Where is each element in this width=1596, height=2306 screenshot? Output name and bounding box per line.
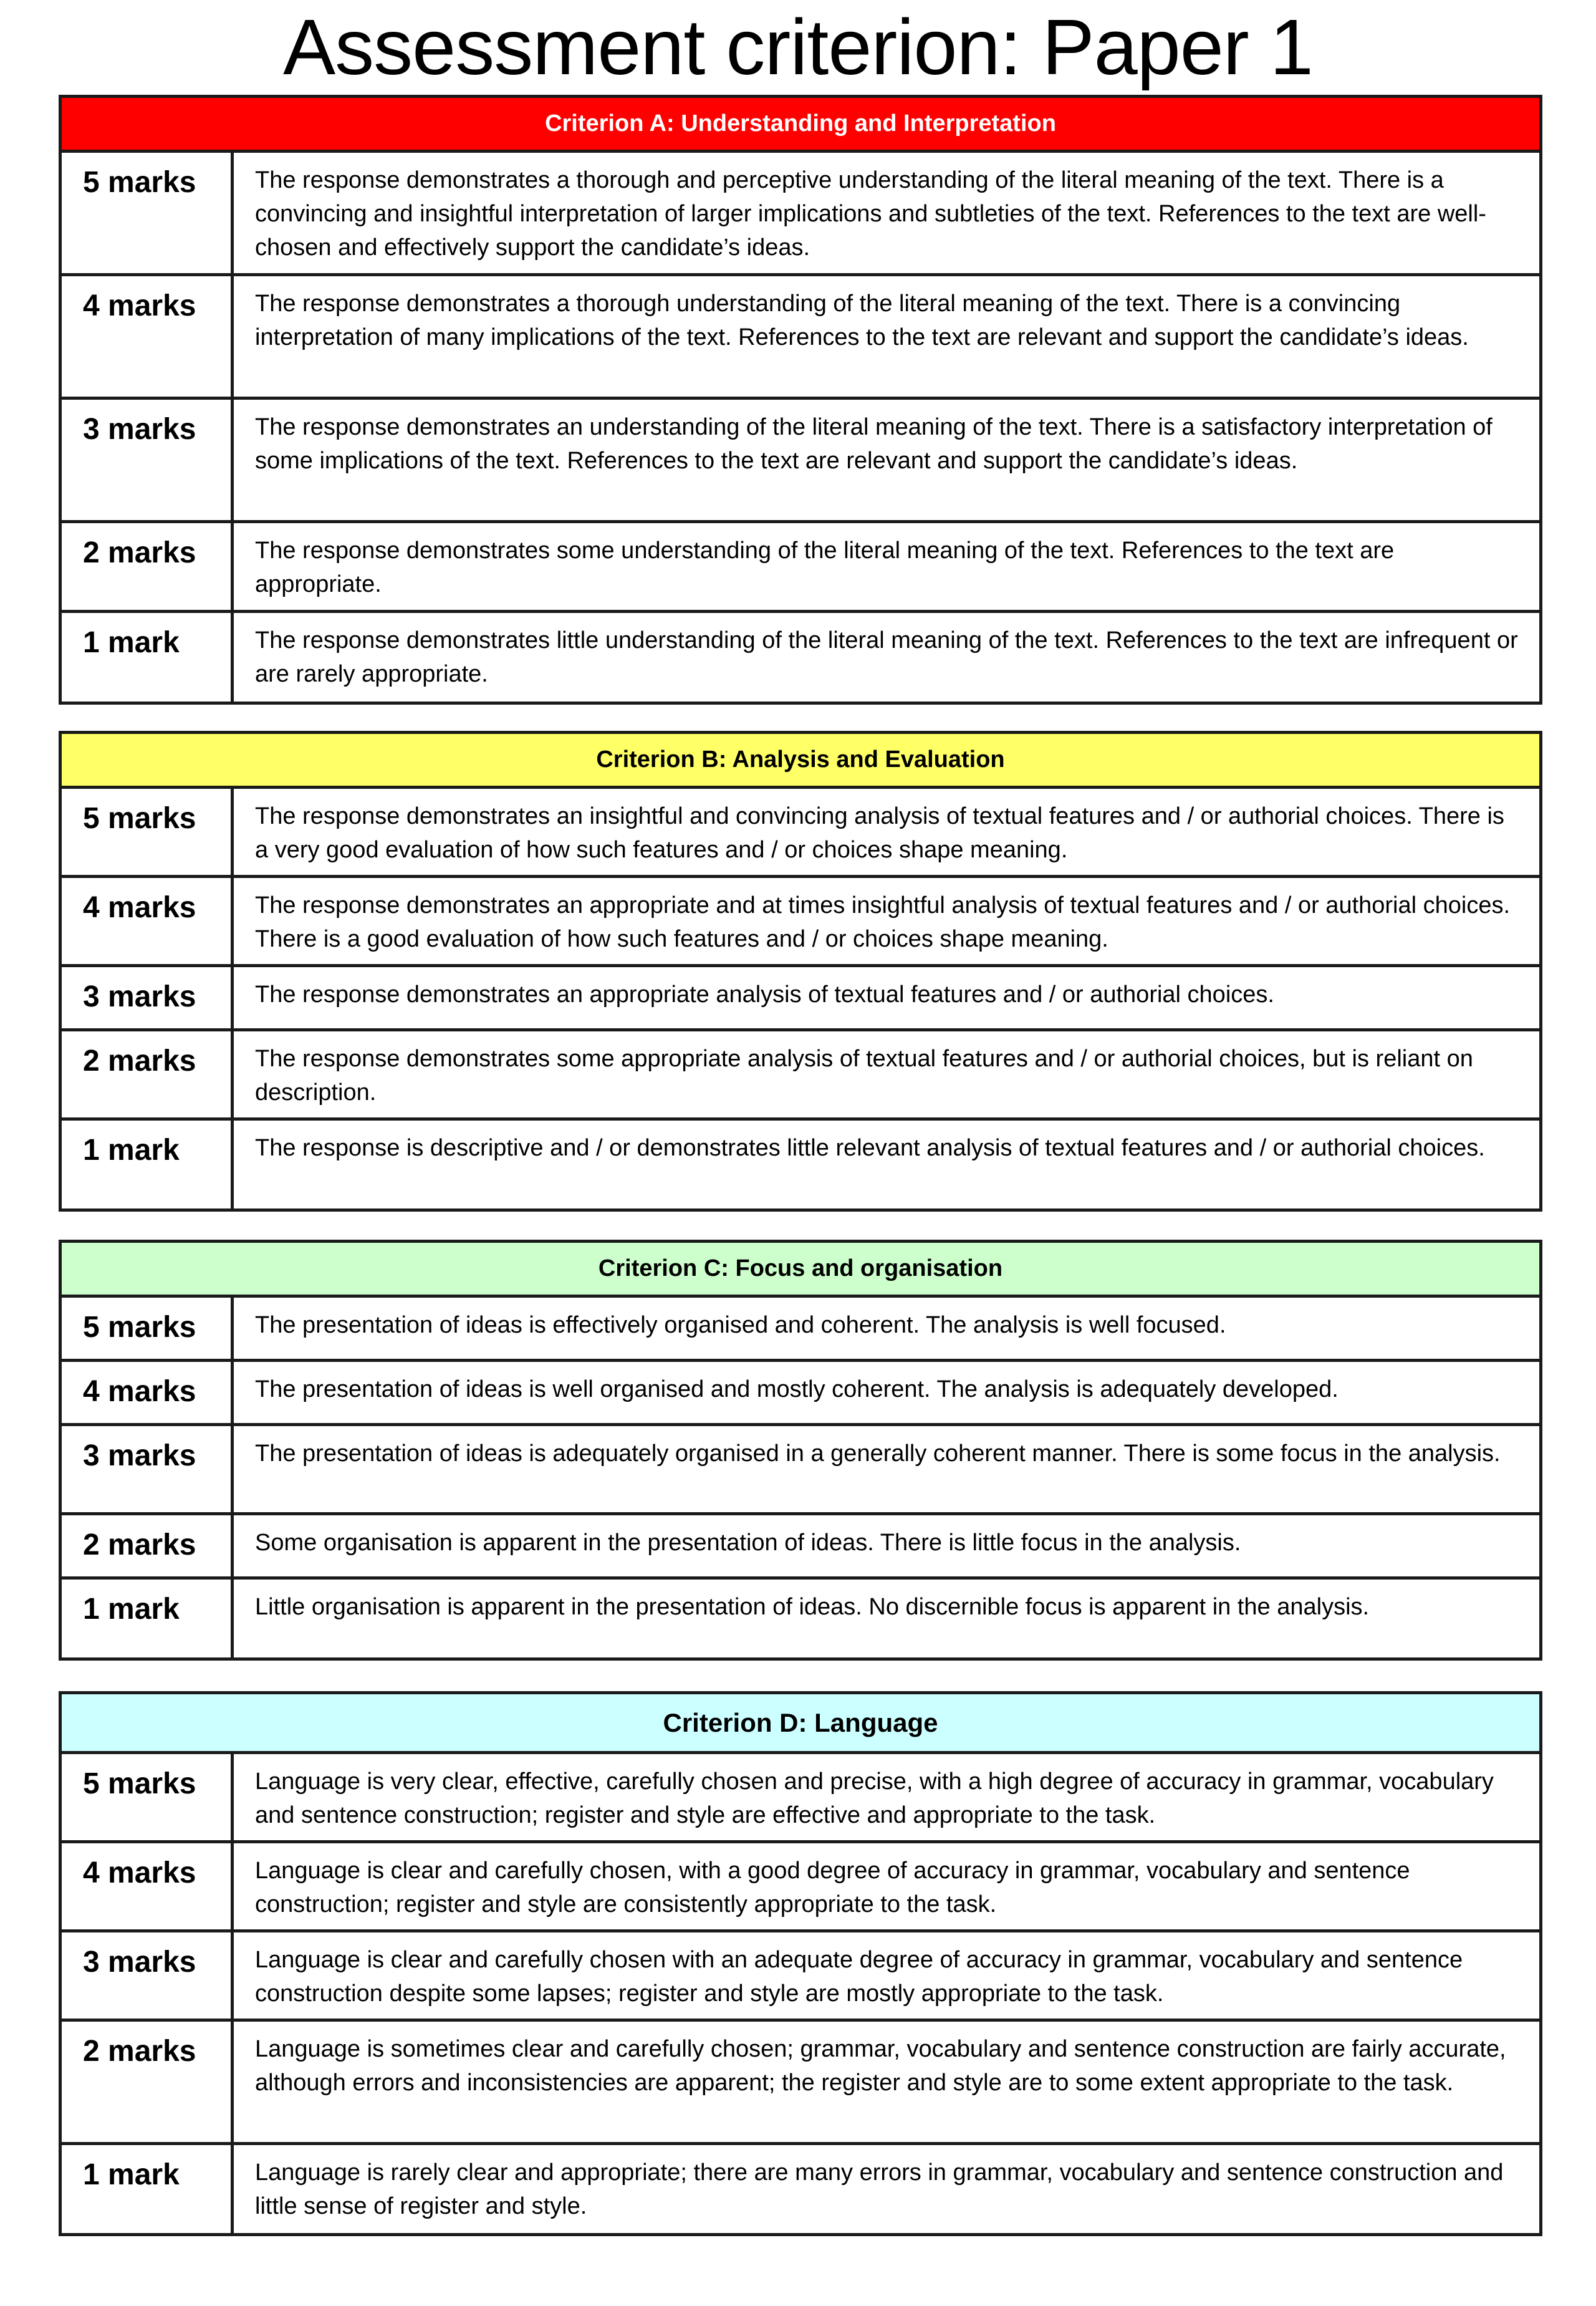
mark-label: 2 marks — [62, 2022, 234, 2142]
criterion-d-header: Criterion D: Language — [62, 1694, 1539, 1754]
descriptor-text: The response demonstrates little understanding of the literal meaning of the text. References to the text are infrequent or are rarely appropriate. — [255, 627, 1518, 687]
mark-label: 1 mark — [62, 1121, 234, 1208]
table-row — [62, 1298, 1539, 1362]
mark-label: 3 marks — [62, 400, 234, 520]
descriptor-text: The presentation of ideas is adequately organised in a generally coherent manner. There is some focus in the analysis. — [255, 1440, 1501, 1467]
descriptor-text: Little organisation is apparent in the presentation of ideas. No discernible focus is apparent in the analysis. — [255, 1594, 1370, 1620]
table-row — [62, 878, 1539, 967]
table-row — [62, 1754, 1539, 1843]
mark-label: 2 marks — [62, 523, 234, 610]
table-row — [62, 400, 1539, 523]
mark-label: 2 marks — [62, 1031, 234, 1117]
table-row — [62, 1121, 1539, 1208]
descriptor-text: The response demonstrates a thorough understanding of the literal meaning of the text. There is a convincing interpretation of many implications of the text. References to the text are relevant and support the candidate’s ideas. — [255, 291, 1469, 350]
criterion-b-table — [59, 731, 1542, 1212]
descriptor-text: The presentation of ideas is effectively organised and coherent. The analysis is well focused. — [255, 1312, 1226, 1338]
table-row — [62, 1580, 1539, 1657]
descriptor-text: The response demonstrates an understanding of the literal meaning of the text. There is a satisfactory interpretation of some implications of the text. References to the text are relevant and support the candidate’s ideas. — [255, 414, 1493, 474]
table-row — [62, 613, 1539, 702]
descriptor-text: The response demonstrates an insightful and convincing analysis of textual features and / or authorial choices. There is a very good evaluation of how such features and / or choices shape meaning. — [255, 803, 1504, 863]
criterion-c-table — [59, 1240, 1542, 1661]
table-row — [62, 1843, 1539, 1932]
descriptor-text: Language is sometimes clear and carefully chosen; grammar, vocabulary and sentence construction are fairly accurate, although errors and inconsistencies are apparent; the register and style are to some extent appropriate to the task. — [255, 2036, 1506, 2096]
mark-label: 5 marks — [62, 1298, 234, 1359]
table-row — [62, 523, 1539, 613]
mark-label: 3 marks — [62, 1426, 234, 1512]
table-row — [62, 276, 1539, 400]
mark-label: 5 marks — [62, 1754, 234, 1840]
table-row — [62, 1426, 1539, 1515]
mark-label: 4 marks — [62, 878, 234, 964]
table-row — [62, 2145, 1539, 2233]
mark-label: 3 marks — [62, 1932, 234, 2019]
table-row — [62, 1362, 1539, 1426]
descriptor-text: Language is clear and carefully chosen, with a good degree of accuracy in grammar, vocabulary and sentence construction; register and style are consistently appropriate to the task. — [255, 1858, 1410, 1918]
mark-label: 1 mark — [62, 2145, 234, 2233]
descriptor-text: The response demonstrates some appropriate analysis of textual features and / or authorial choices, but is reliant on description. — [255, 1046, 1473, 1106]
mark-label: 1 mark — [62, 1580, 234, 1657]
criterion-a-header: Criterion A: Understanding and Interpretation — [62, 98, 1539, 153]
criterion-c-header: Criterion C: Focus and organisation — [62, 1243, 1539, 1298]
table-row — [62, 2022, 1539, 2145]
criterion-b-header: Criterion B: Analysis and Evaluation — [62, 734, 1539, 789]
criterion-d-table — [59, 1691, 1542, 2236]
mark-label: 3 marks — [62, 967, 234, 1028]
table-row — [62, 153, 1539, 276]
descriptor-text: Some organisation is apparent in the presentation of ideas. There is little focus in the analysis. — [255, 1530, 1241, 1556]
table-row — [62, 967, 1539, 1031]
descriptor-text: The response is descriptive and / or demonstrates little relevant analysis of textual features and / or authorial choices. — [255, 1135, 1485, 1161]
descriptor-text: The response demonstrates some understanding of the literal meaning of the text. References to the text are appropriate. — [255, 538, 1395, 597]
descriptor-text: Language is clear and carefully chosen with an adequate degree of accuracy in grammar, vocabulary and sentence construction despite some lapses; register and style are mostly appropriate to the task. — [255, 1947, 1463, 2007]
table-row — [62, 1031, 1539, 1121]
mark-label: 1 mark — [62, 613, 234, 702]
table-row — [62, 789, 1539, 878]
mark-label: 5 marks — [62, 153, 234, 273]
mark-label: 2 marks — [62, 1515, 234, 1576]
mark-label: 5 marks — [62, 789, 234, 875]
mark-label: 4 marks — [62, 1843, 234, 1929]
mark-label: 4 marks — [62, 1362, 234, 1423]
descriptor-text: The presentation of ideas is well organised and mostly coherent. The analysis is adequately developed. — [255, 1376, 1339, 1402]
table-row — [62, 1515, 1539, 1580]
table-row — [62, 1932, 1539, 2022]
page-title: Assessment criterion: Paper 1 — [283, 3, 1313, 91]
mark-label: 4 marks — [62, 276, 234, 397]
descriptor-text: Language is very clear, effective, carefully chosen and precise, with a high degree of accuracy in grammar, vocabulary and sentence construction; register and style are effective and appropriate to the task. — [255, 1768, 1494, 1828]
descriptor-text: The response demonstrates a thorough and perceptive understanding of the literal meaning of the text. There is a convincing and insightful interpretation of larger implications and subtleties of the text. References to the text are well-chosen and effectively support the candidate’s ideas. — [255, 167, 1486, 261]
descriptor-text: The response demonstrates an appropriate analysis of textual features and / or authorial choices. — [255, 982, 1274, 1008]
descriptor-text: The response demonstrates an appropriate and at times insightful analysis of textual features and / or authorial choices. There is a good evaluation of how such features and / or choices shape meaning. — [255, 892, 1511, 952]
descriptor-text: Language is rarely clear and appropriate; there are many errors in grammar, vocabulary and sentence construction and little sense of register and style. — [255, 2159, 1504, 2219]
criterion-a-table — [59, 95, 1542, 705]
